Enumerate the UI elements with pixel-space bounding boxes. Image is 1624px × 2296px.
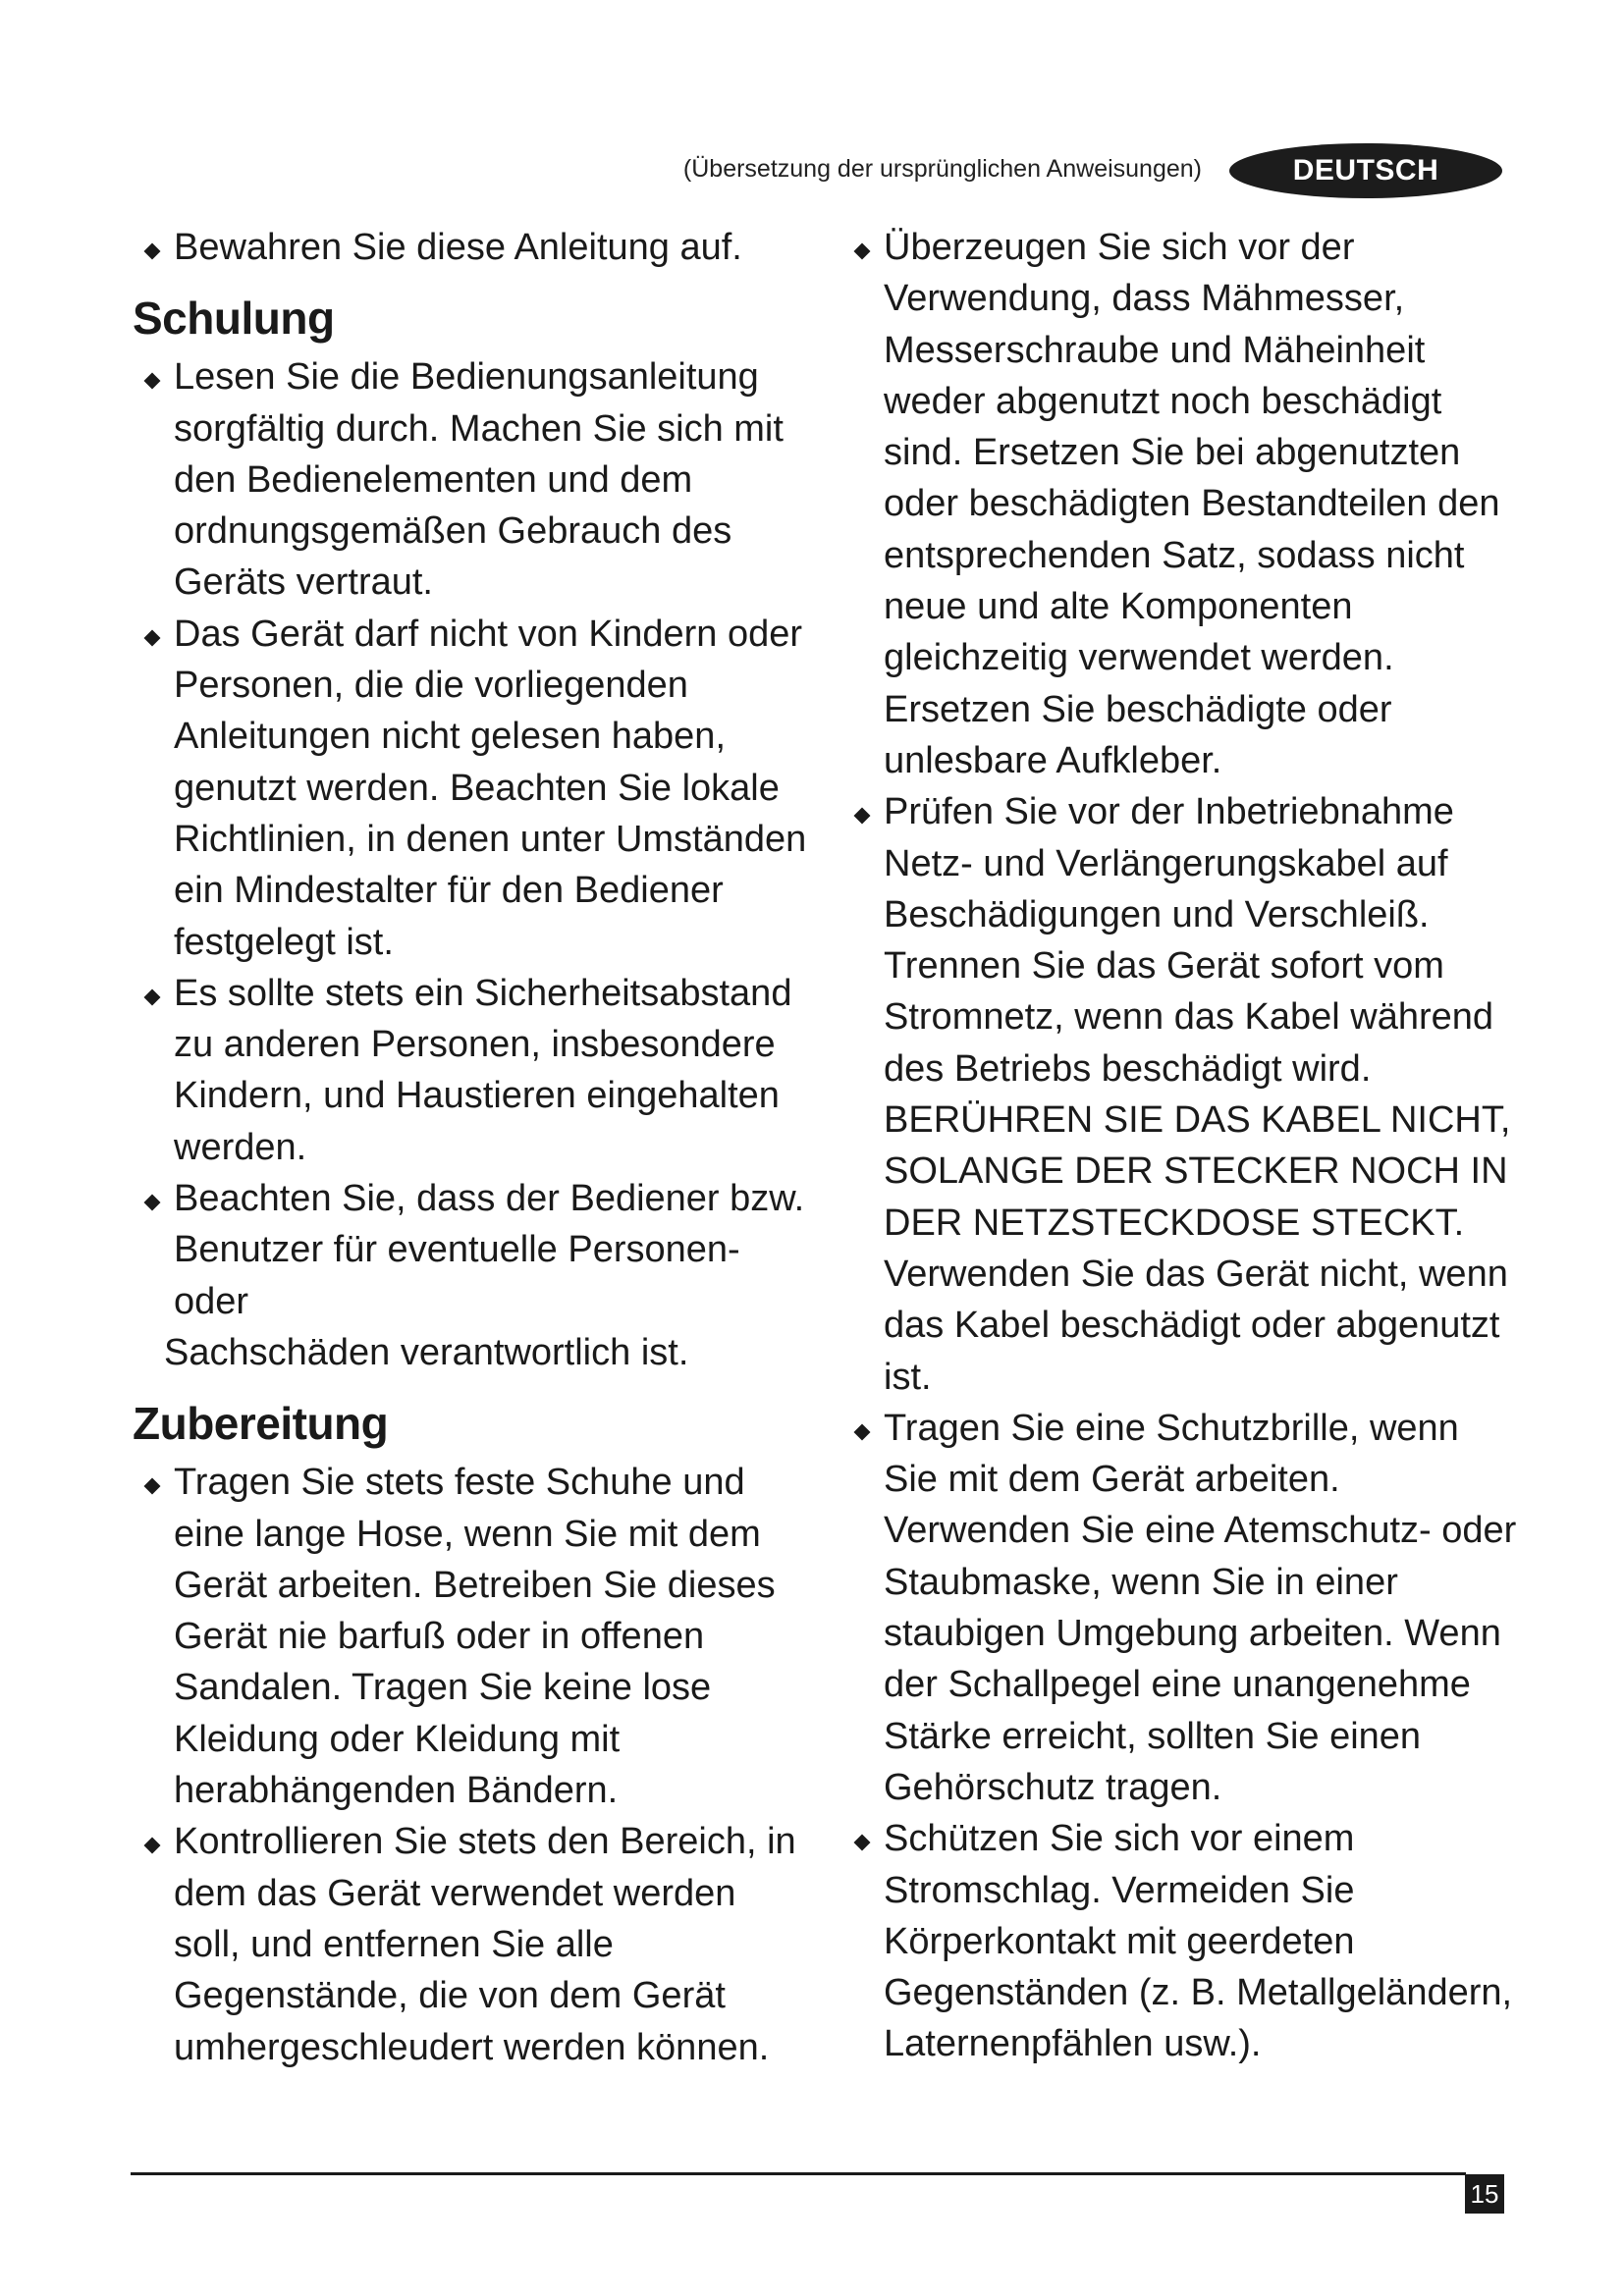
bullet-diamond-icon (854, 1835, 871, 1851)
bullet-item: Tragen Sie eine Schutzbrille, wenn Sie mit dem Gerät arbeiten. Verwenden Sie eine Atemschutz- oder Staubmaske, wenn Sie in einer staubigen Umgebung arbeiten. Wenn der Schallpegel eine unangenehme Stärke erreicht, sollten Sie einen Gehörschutz tragen. (842, 1403, 1520, 1813)
bullet-item: Bewahren Sie diese Anleitung auf. (133, 222, 810, 273)
bullet-item: Beachten Sie, dass der Bediener bzw. Benutzer für eventuelle Personen- oder Sachschäden verantwortlich ist. (133, 1173, 810, 1378)
bullet-continuation: Sachschäden verantwortlich ist. (164, 1331, 689, 1373)
bullet-diamond-icon (144, 1478, 161, 1495)
bullet-item: Überzeugen Sie sich vor der Verwendung, dass Mähmesser, Messerschraube und Mäheinheit weder abgenutzt noch beschädigt sind. Ersetzen Sie bei abgenutzten oder beschädigten Bestandteilen den entsprechenden Satz, sodass nicht neue und alte Komponenten gleichzeitig verwendet werden. Ersetzen Sie beschädigte oder unlesbare Aufkleber. (842, 222, 1520, 786)
bullet-item: Lesen Sie die Bedienungsanleitung sorgfältig durch. Machen Sie sich mit den Bedienelementen und dem ordnungsgemäßen Gebrauch des Geräts vertraut. (133, 351, 810, 608)
section-heading-schulung: Schulung (133, 293, 335, 345)
bullet-diamond-icon (144, 373, 161, 390)
bullet-diamond-icon (144, 1838, 161, 1854)
bullet-diamond-icon (854, 808, 871, 825)
bullet-diamond-icon (854, 1423, 871, 1440)
section-heading-zubereitung: Zubereitung (133, 1398, 389, 1450)
bullet-diamond-icon (144, 988, 161, 1005)
bullet-item: Es sollte stets ein Sicherheitsabstand zu anderen Personen, insbesondere Kindern, und Haustieren eingehalten werden. (133, 968, 810, 1173)
language-badge: DEUTSCH (1229, 143, 1502, 198)
bullet-diamond-icon (854, 243, 871, 260)
footer-rule (131, 2172, 1466, 2175)
bullet-item: Kontrollieren Sie stets den Bereich, in dem das Gerät verwendet werden soll, und entfernen Sie alle Gegenstände, die von dem Gerät umhergeschleudert werden können. (133, 1816, 810, 2072)
bullet-item: Prüfen Sie vor der Inbetriebnahme Netz- und Verlängerungskabel auf Beschädigungen und Verschleiß. Trennen Sie das Gerät sofort vom Stromnetz, wenn das Kabel während des Betriebs beschädigt wird. BERÜHREN SIE DAS KABEL NICHT, SOLANGE DER STECKER NOCH IN DER NETZSTECKDOSE STECKT. Verwenden Sie das Gerät nicht, wenn das Kabel beschädigt oder abgenutzt ist. (842, 786, 1520, 1403)
bullet-diamond-icon (144, 243, 161, 260)
bullet-item: Das Gerät darf nicht von Kindern oder Personen, die die vorliegenden Anleitungen nicht gelesen haben, genutzt werden. Beachten Sie lokale Richtlinien, in denen unter Umständen ein Mindestalter für den Bediener festgelegt ist. (133, 609, 810, 968)
right-column (842, 222, 1520, 2070)
bullet-item: Tragen Sie stets feste Schuhe und eine lange Hose, wenn Sie mit dem Gerät arbeiten. Betreiben Sie dieses Gerät nie barfuß oder in offenen Sandalen. Tragen Sie keine lose Kleidung oder Kleidung mit herabhängenden Bändern. (133, 1457, 810, 1816)
page-number: 15 (1465, 2174, 1504, 2214)
document-subtitle: (Übersetzung der ursprünglichen Anweisungen) (682, 155, 1202, 183)
left-column (133, 222, 810, 2073)
bullet-diamond-icon (144, 1195, 161, 1211)
bullet-item: Schützen Sie sich vor einem Stromschlag. Vermeiden Sie Körperkontakt mit geerdeten Gegenständen (z. B. Metallgeländern, Laternenpfählen usw.). (842, 1813, 1520, 2069)
bullet-diamond-icon (144, 629, 161, 646)
